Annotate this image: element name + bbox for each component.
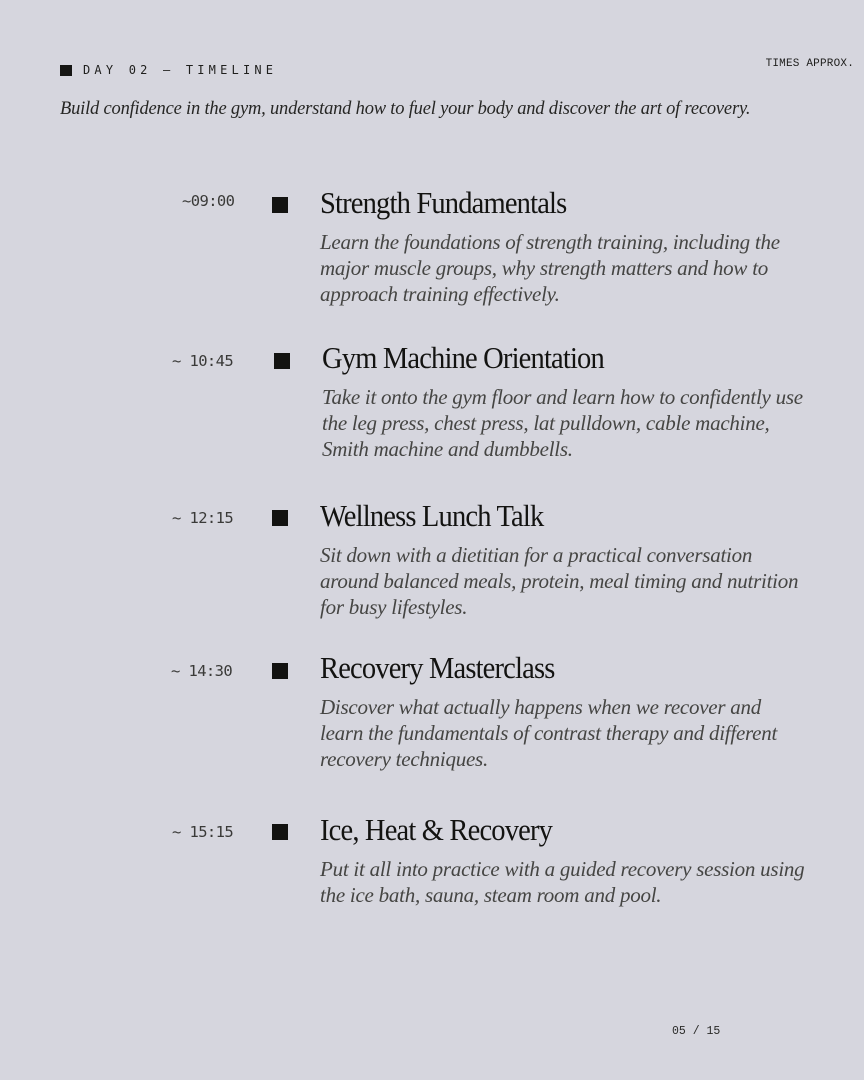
event-time: ~ 14:30 <box>171 662 233 680</box>
event-description: Learn the foundations of strength training, including the major muscle groups, why strength matters and how to approach training effectively. <box>320 230 780 306</box>
section-label: DAY 02 — TIMELINE <box>83 63 278 77</box>
header-square-icon <box>60 65 72 76</box>
event-title: Recovery Masterclass <box>320 650 555 685</box>
event-time: ~09:00 <box>182 192 235 210</box>
event-title: Ice, Heat & Recovery <box>320 812 553 847</box>
event-time: ~ 15:15 <box>172 823 234 841</box>
event-description: Put it all into practice with a guided recovery session using the ice bath, sauna, steam room and pool. <box>320 857 805 907</box>
intro-text: Build confidence in the gym, understand how to fuel your body and discover the art of recovery. <box>60 99 751 119</box>
event-title: Strength Fundamentals <box>320 185 567 220</box>
page-number: 05 / 15 <box>672 1025 721 1038</box>
event-square-icon <box>272 197 288 213</box>
event-description: Discover what actually happens when we recover and learn the fundamentals of contrast therapy and different recovery techniques. <box>320 695 778 771</box>
section-header <box>60 63 277 77</box>
event-square-icon <box>274 353 290 369</box>
event-description: Sit down with a dietitian for a practical conversation around balanced meals, protein, meal timing and nutrition for busy lifestyles. <box>320 543 799 619</box>
event-description: Take it onto the gym floor and learn how to confidently use the leg press, chest press, lat pulldown, cable machine, Smith machine and dumbbells. <box>322 385 803 461</box>
event-square-icon <box>272 510 288 526</box>
event-title: Gym Machine Orientation <box>322 340 604 375</box>
times-approx-note: TIMES APPROX. <box>765 58 854 70</box>
event-title: Wellness Lunch Talk <box>320 498 544 533</box>
event-square-icon <box>272 663 288 679</box>
event-square-icon <box>272 824 288 840</box>
event-time: ~ 10:45 <box>172 352 234 370</box>
event-time: ~ 12:15 <box>172 509 234 527</box>
